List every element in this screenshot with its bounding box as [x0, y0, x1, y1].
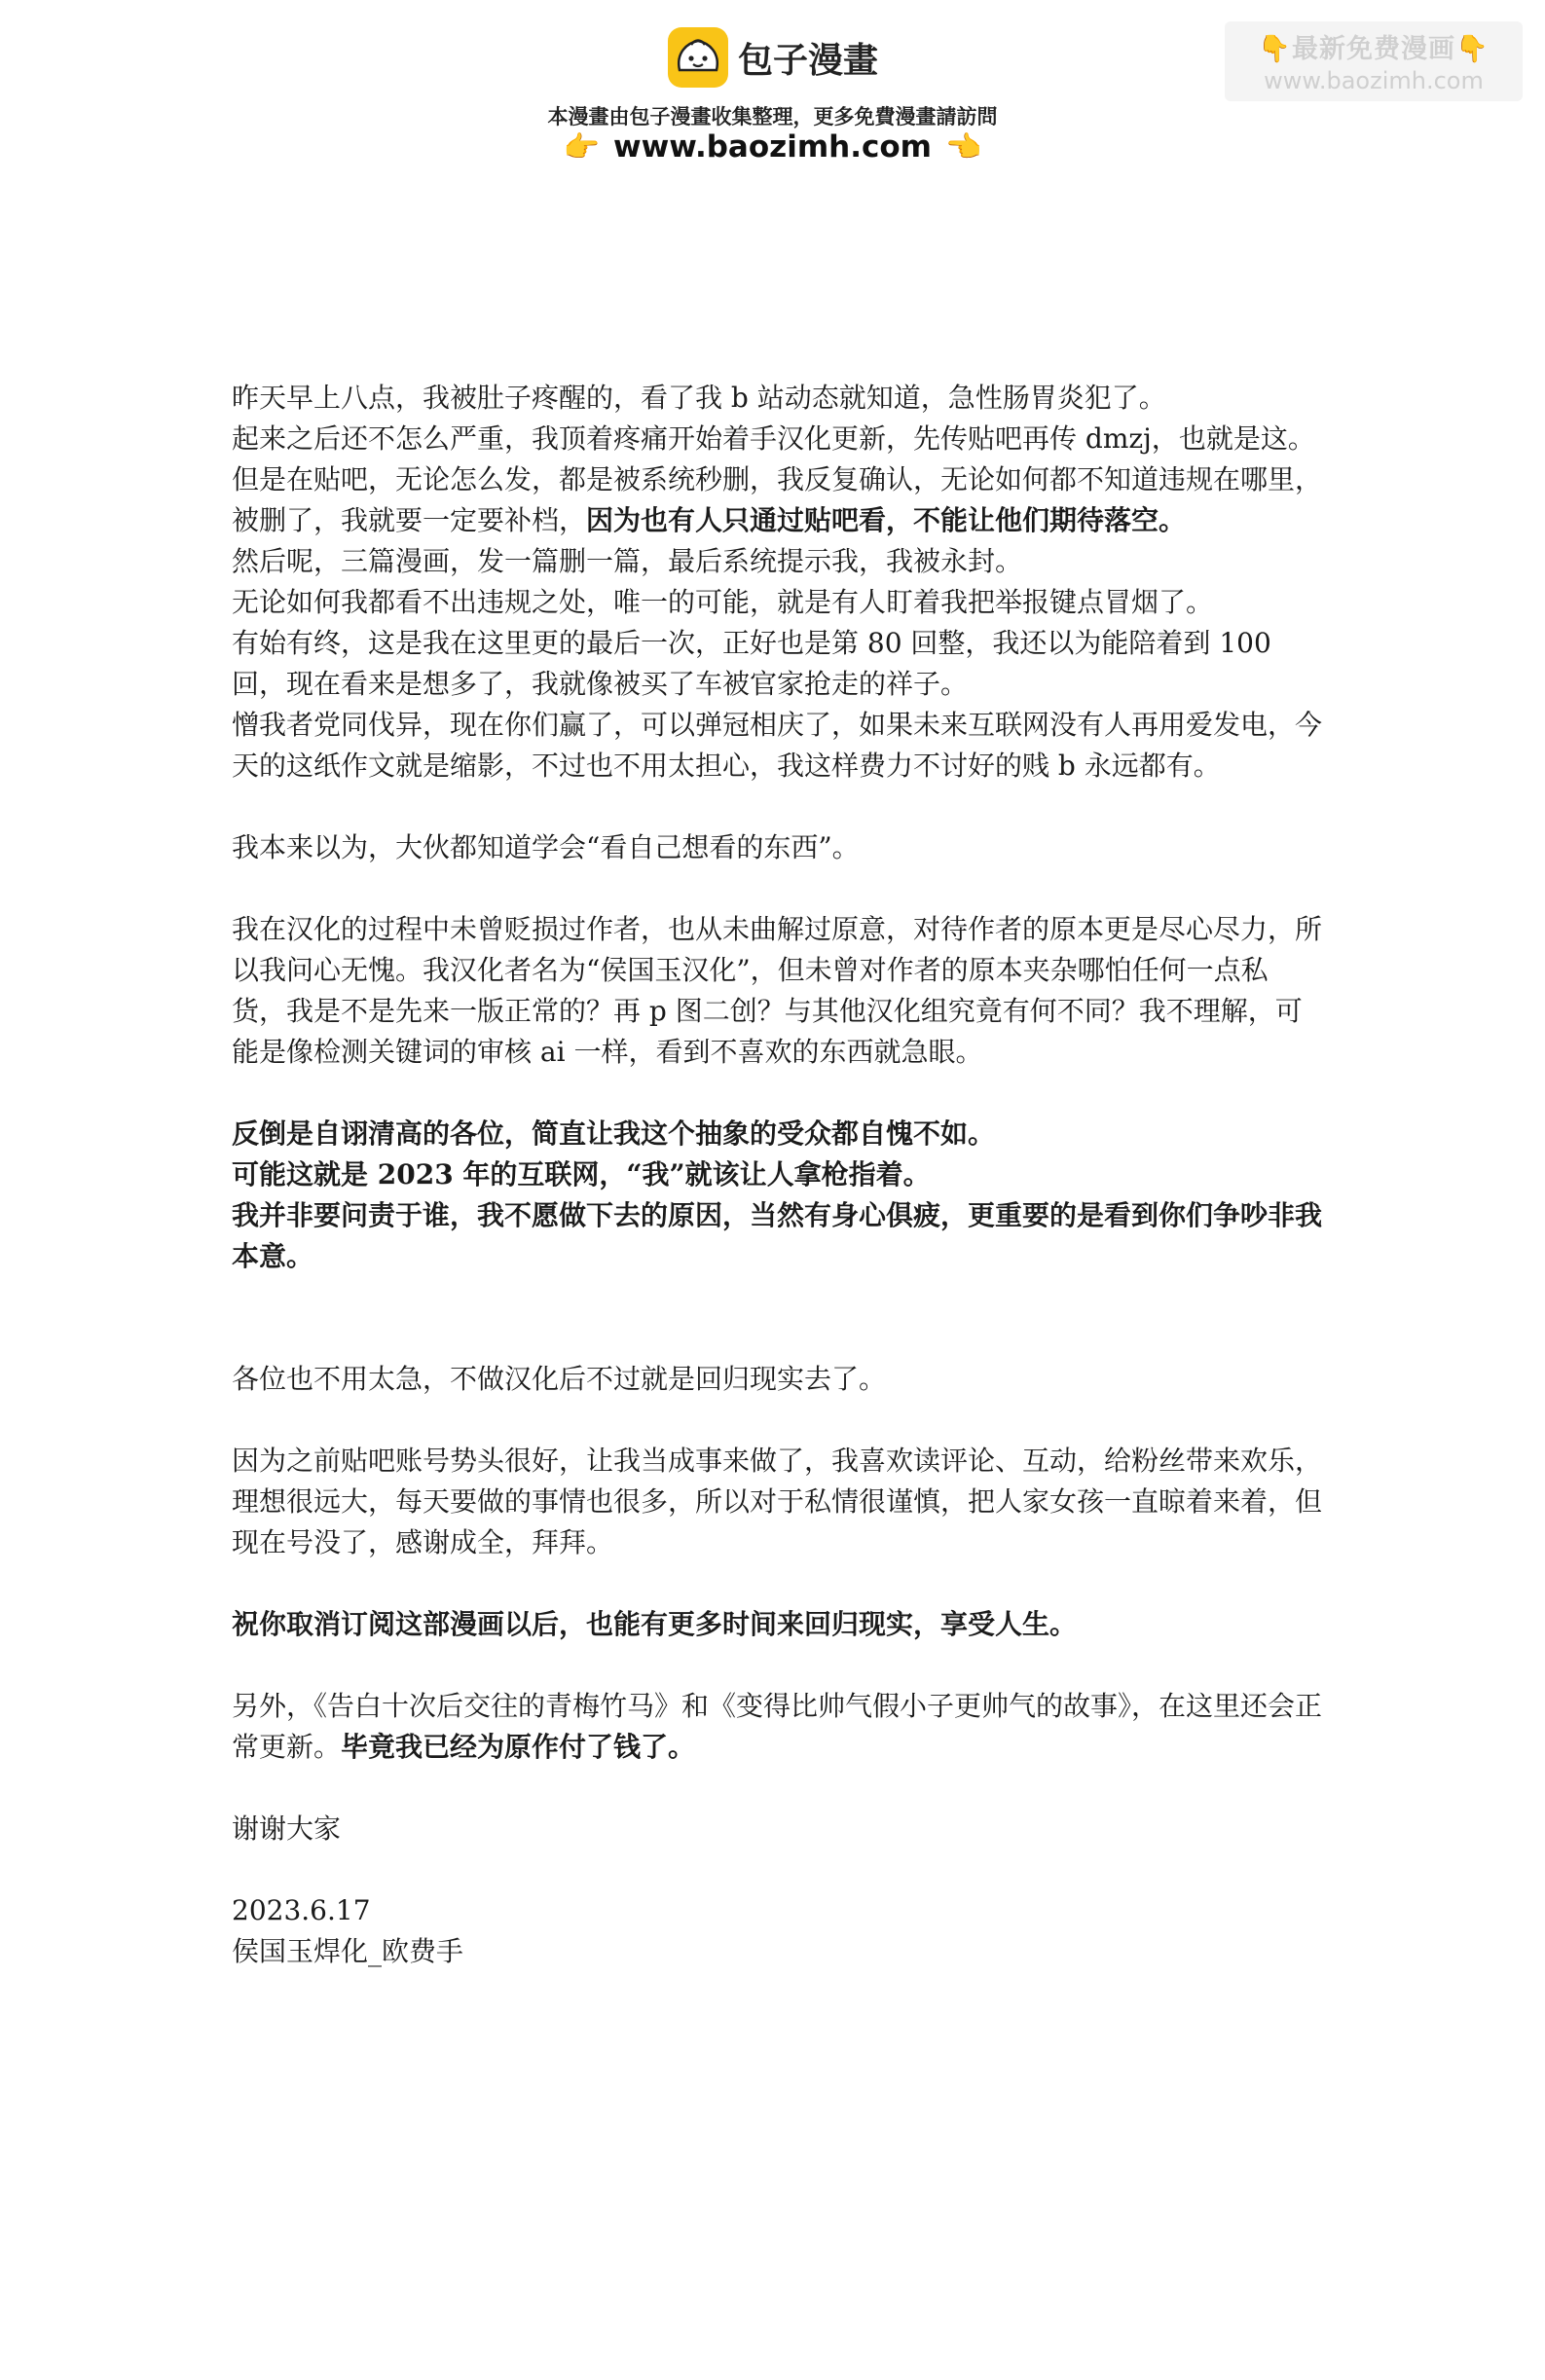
paragraph: 憎我者党同伐异，现在你们赢了，可以弹冠相庆了，如果未来互联网没有人再用爱发电，今天的这纸作文就是缩影，不过也不用太担心，我这样费力不讨好的贱 b 永远都有。 [232, 709, 1323, 782]
paragraph-gap [232, 1277, 1322, 1359]
paragraph: 无论如何我都看不出违规之处，唯一的可能，就是有人盯着我把举报键点冒烟了。 [232, 586, 1214, 618]
paragraph: 我在汉化的过程中未曾贬损过作者，也从未曲解过原意，对待作者的原本更是尽心尽力，所以我问心无愧。我汉化者名为“侯国玉汉化”，但未曾对作者的原本夹杂哪怕任何一点私货，我是不是先来一版正常的？再 p 图二创？与其他汉化组究竟有何不同？我不理解，可能是像检测关键词的审核 ai 一样，看到不喜欢的东西就急眼。 [232, 913, 1323, 1068]
paragraph: 然后呢，三篇漫画，发一篇删一篇，最后系统提示我，我被永封。 [232, 545, 1023, 577]
badge-title: 👇最新免费漫画👇 [1258, 34, 1490, 64]
pointing-left-hand-icon: 👈 [944, 129, 982, 165]
paragraph [232, 459, 1322, 541]
free-comics-badge[interactable] [1225, 21, 1523, 101]
paragraph: 各位也不用太急，不做汉化后不过就是回归现实去了。 [232, 1363, 887, 1395]
paragraph-gap [232, 787, 1322, 827]
paragraph-text: 但是在贴吧，无论怎么发，都是被系统秒删，我反复确认，无论如何都不知道违规在哪里，被删了，我就要一定要补档， [232, 463, 1323, 536]
paragraph-bold: 祝你取消订阅这部漫画以后，也能有更多时间来回归现实，享受人生。 [232, 1608, 1078, 1640]
closing-thanks: 谢谢大家 [232, 1812, 342, 1845]
paragraph-emphasis: 毕竟我已经为原作付了钱了。 [341, 1731, 696, 1763]
paragraph-gap [232, 1400, 1322, 1441]
pointing-right-hand-icon: 👉 [563, 129, 601, 165]
site-url-link[interactable]: www.baozimh.com [613, 129, 932, 165]
paragraph-bold: 我并非要问责于谁，我不愿做下去的原因，当然有身心俱疲，更重要的是看到你们争吵非我本意。 [232, 1199, 1323, 1272]
paragraph-gap [232, 1073, 1322, 1114]
paragraph-gap [232, 1849, 1322, 1890]
paragraph-gap [232, 1768, 1322, 1809]
logo-text: 包子漫畫 [738, 40, 879, 81]
paragraph-emphasis: 因为也有人只通过贴吧看，不能让他们期待落空。 [586, 504, 1187, 536]
paragraph [232, 1686, 1322, 1768]
site-url-row [0, 129, 1545, 165]
paragraph-text: 另外，《告白十次后交往的青梅竹马》和《变得比帅气假小子更帅气的故事》，在这里还会正常更新。 [232, 1690, 1323, 1763]
letter-date: 2023.6.17 [232, 1894, 371, 1926]
paragraph: 因为之前贴吧账号势头很好，让我当成事来做了，我喜欢读评论、互动，给粉丝带来欢乐，理想很远大，每天要做的事情也很多，所以对于私情很谨慎，把人家女孩一直晾着来着，但现在号没了，感谢成全，拜拜。 [232, 1445, 1323, 1558]
paragraph-gap [232, 868, 1322, 909]
letter-signature: 侯国玉焊化_欧费手 [232, 1935, 464, 1967]
paragraph-bold: 反倒是自诩清高的各位，简直让我这个抽象的受众都自愧不如。 [232, 1117, 996, 1150]
paragraph: 我本来以为，大伙都知道学会“看自己想看的东西”。 [232, 831, 860, 863]
site-logo[interactable] [668, 25, 878, 90]
paragraph: 昨天早上八点，我被肚子疼醒的，看了我 b 站动态就知道，急性肠胃炎犯了。 [232, 382, 1166, 414]
site-tagline: 本漫畫由包子漫畫收集整理，更多免費漫畫請訪問 [547, 105, 998, 128]
paragraph-gap [232, 1645, 1322, 1686]
paragraph-bold: 可能这就是 2023 年的互联网，“我”就该让人拿枪指着。 [232, 1158, 931, 1190]
badge-url: www.baozimh.com [1264, 67, 1484, 94]
baozi-logo-icon [668, 27, 728, 88]
announcement-letter [232, 378, 1322, 1972]
paragraph-gap [232, 1563, 1322, 1604]
site-header [0, 0, 1545, 170]
paragraph: 起来之后还不怎么严重，我顶着疼痛开始着手汉化更新，先传贴吧再传 dmzj，也就是这。 [232, 422, 1315, 455]
paragraph: 有始有终，这是我在这里更的最后一次，正好也是第 80 回整，我还以为能陪着到 100 回，现在看来是想多了，我就像被买了车被官家抢走的祥子。 [232, 627, 1271, 700]
